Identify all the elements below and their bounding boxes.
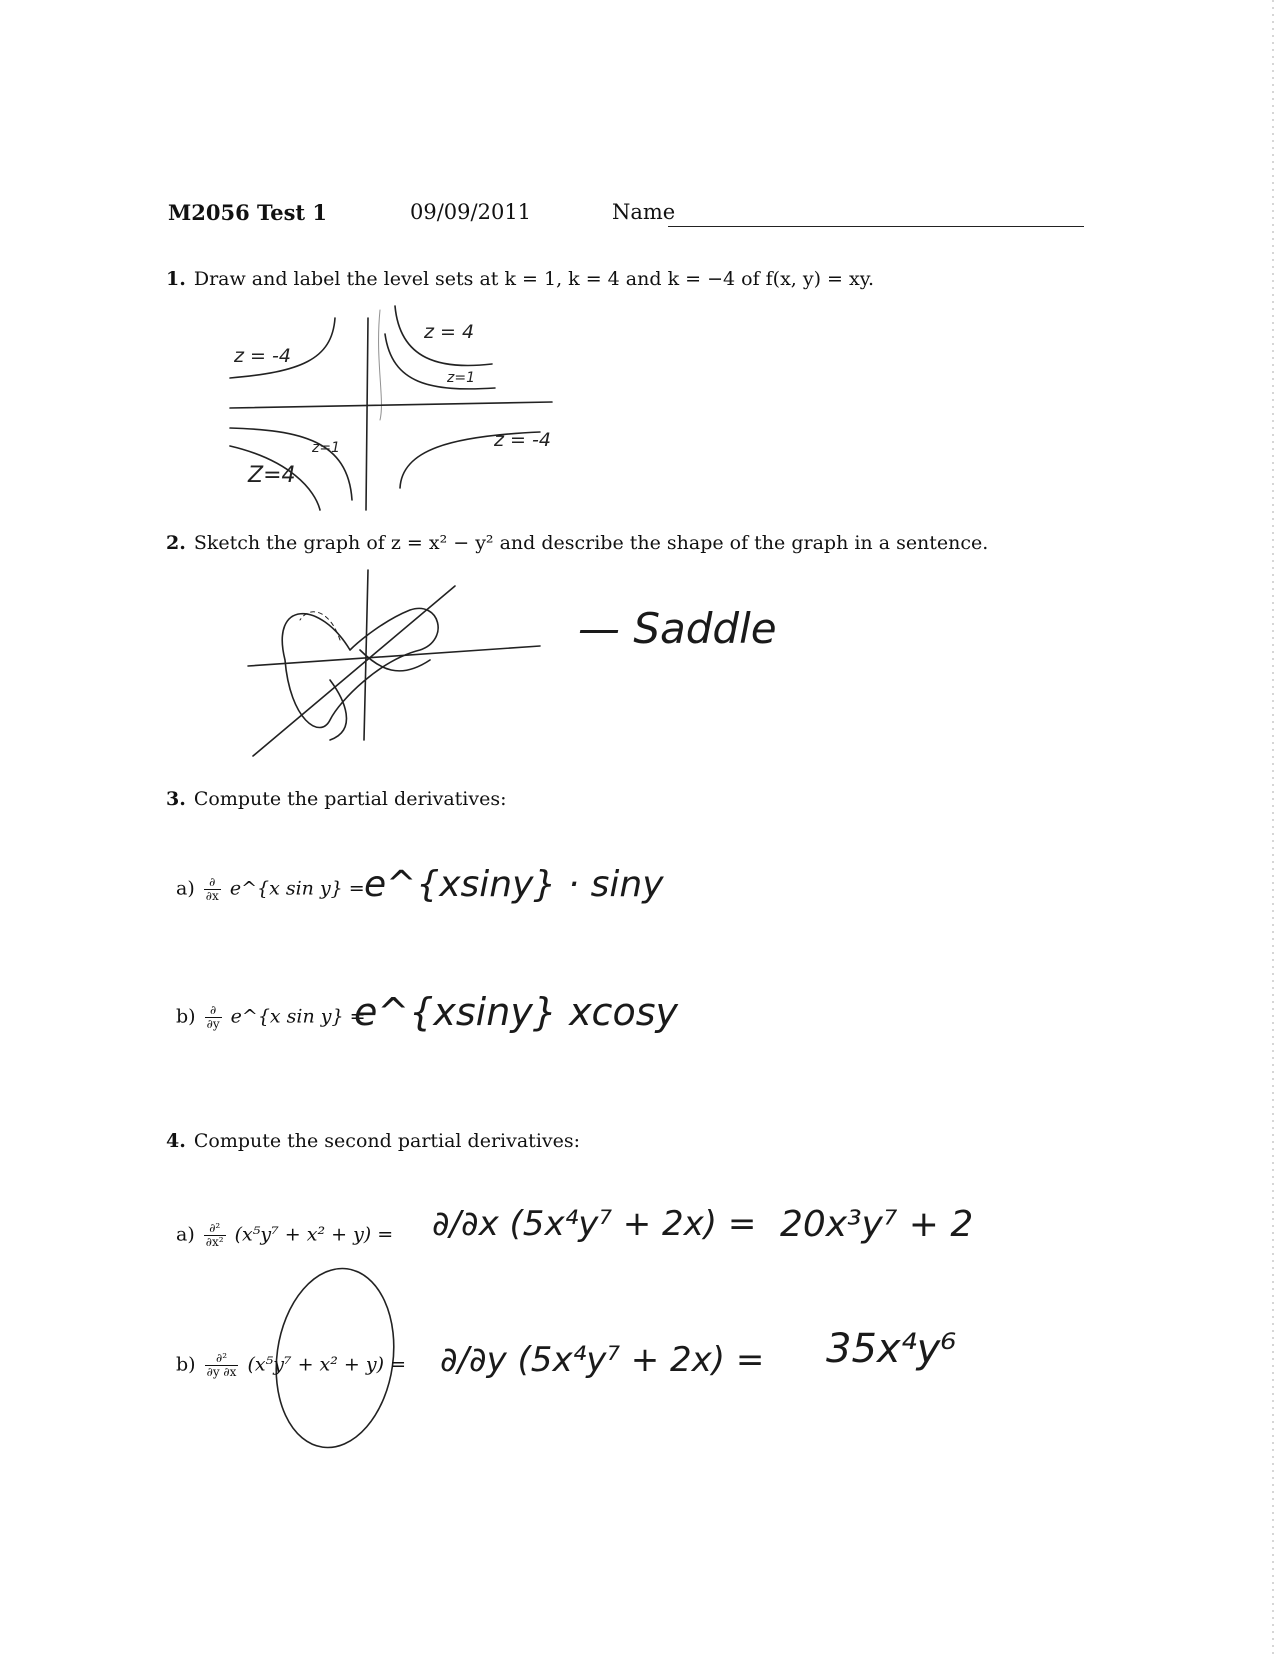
question-4b-answer: 35x⁴y⁶ [826, 1326, 957, 1372]
question-1-number: 1. [166, 268, 186, 290]
test-date: 09/09/2011 [410, 200, 532, 224]
label-z-neg4-left: z = -4 [234, 345, 291, 367]
question-3a-operator: $\frac{\partial}{\partial x}$ [205, 875, 219, 903]
course-title: M2056 Test 1 [168, 200, 328, 225]
label-z-1-top: z=1 [447, 370, 475, 386]
question-3 [166, 788, 507, 810]
question-3a [176, 876, 365, 903]
question-3b-answer: e^{xsiny} xcosy [354, 990, 678, 1034]
question-3a-answer: e^{xsiny} · siny [364, 864, 664, 905]
question-4b-expression: (x⁵y⁷ + x² + y) = [247, 1353, 406, 1376]
scan-edge-artifact [1272, 0, 1274, 1654]
name-label: Name [612, 200, 676, 224]
question-4b [176, 1352, 406, 1379]
question-3b-operator: $\frac{\partial}{\partial y}$ [206, 1003, 220, 1031]
question-4a-answer: 20x³y⁷ + 2 [780, 1204, 974, 1245]
question-4a-expression: (x⁵y⁷ + x² + y) = [234, 1223, 394, 1246]
question-4 [166, 1130, 580, 1152]
question-3-text: Compute the partial derivatives: [193, 788, 507, 810]
question-4-number: 4. [166, 1130, 186, 1152]
label-z-4-bottom: Z=4 [248, 463, 296, 488]
label-z-neg4-right: z = -4 [494, 429, 551, 451]
question-4a-label: a) [176, 1223, 195, 1246]
question-2-number: 2. [166, 532, 186, 554]
label-z-1-bottom: z=1 [312, 440, 340, 456]
question-4a [176, 1222, 393, 1249]
question-4b-label: b) [176, 1353, 196, 1376]
question-3-number: 3. [166, 788, 186, 810]
question-2-answer: — Saddle [578, 604, 777, 653]
label-z-4-top: z = 4 [424, 321, 475, 343]
question-4a-work: ∂/∂x (5x⁴y⁷ + 2x) = [432, 1204, 757, 1244]
question-2-text: Sketch the graph of z = x² − y² and describe the shape of the graph in a sentence. [193, 532, 989, 554]
question-4-text: Compute the second partial derivatives: [193, 1130, 581, 1152]
saddle-sketch [248, 570, 540, 756]
question-3a-expression: e^{x sin y} = [229, 877, 365, 900]
question-3b-label: b) [176, 1005, 196, 1028]
question-3a-label: a) [176, 877, 195, 900]
question-4b-work: ∂/∂y (5x⁴y⁷ + 2x) = [440, 1340, 765, 1380]
question-1-text: Draw and label the level sets at k = 1, k = 4 and k = −4 of f(x, y) = xy. [193, 268, 874, 290]
question-4a-operator: $\frac{\text{∂²}}{\text{∂x²}}$ [205, 1221, 224, 1249]
question-3b [176, 1004, 366, 1031]
question-3b-expression: e^{x sin y} = [230, 1005, 366, 1028]
question-2 [166, 532, 988, 554]
question-4b-operator: $\frac{\text{∂²}}{\partial y \partial x}$ [206, 1351, 237, 1379]
